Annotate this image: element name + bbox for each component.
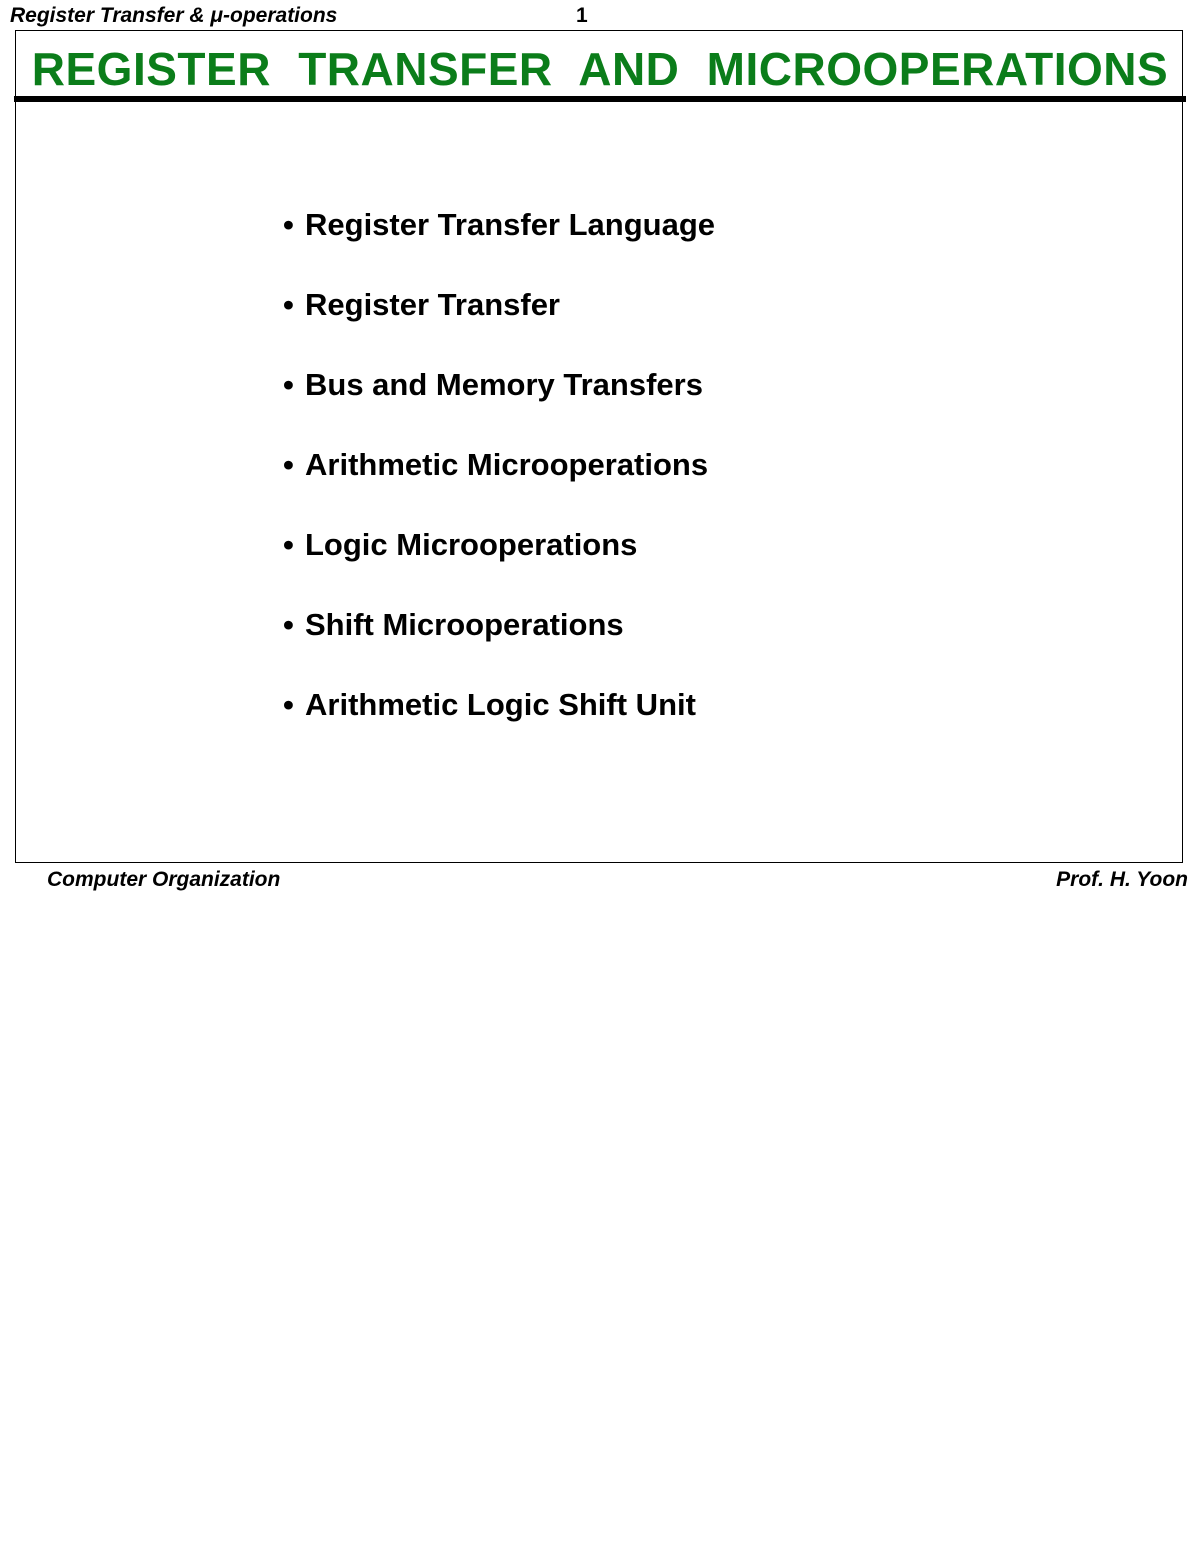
topic-item xyxy=(283,360,715,440)
topic-label: Register Transfer Language xyxy=(305,207,716,242)
page-number: 1 xyxy=(576,4,588,27)
topic-item xyxy=(283,680,715,760)
topic-label: Logic Microoperations xyxy=(305,527,638,562)
bullet-icon: • xyxy=(283,287,294,322)
title-divider xyxy=(14,96,1186,102)
topic-label: Shift Microoperations xyxy=(305,607,624,642)
topic-item xyxy=(283,520,715,600)
topic-label: Register Transfer xyxy=(305,287,560,322)
bullet-icon: • xyxy=(283,367,294,402)
topic-label: Arithmetic Microoperations xyxy=(305,447,709,482)
bullet-icon: • xyxy=(283,527,294,562)
topic-label: Bus and Memory Transfers xyxy=(305,367,703,402)
topic-item xyxy=(283,600,715,680)
footer-course: Computer Organization xyxy=(47,868,281,891)
footer-author: Prof. H. Yoon xyxy=(1056,868,1188,891)
topic-label: Arithmetic Logic Shift Unit xyxy=(305,687,696,722)
topic-item xyxy=(283,440,715,520)
bullet-icon: • xyxy=(283,607,294,642)
slide-title: REGISTER TRANSFER AND MICROOPERATIONS xyxy=(31,43,1169,95)
bullet-icon: • xyxy=(283,687,294,722)
topic-list xyxy=(283,200,715,760)
bullet-icon: • xyxy=(283,207,294,242)
bullet-icon: • xyxy=(283,447,294,482)
topic-item xyxy=(283,280,715,360)
topic-item xyxy=(283,200,715,280)
running-header: Register Transfer & μ-operations xyxy=(10,4,338,27)
